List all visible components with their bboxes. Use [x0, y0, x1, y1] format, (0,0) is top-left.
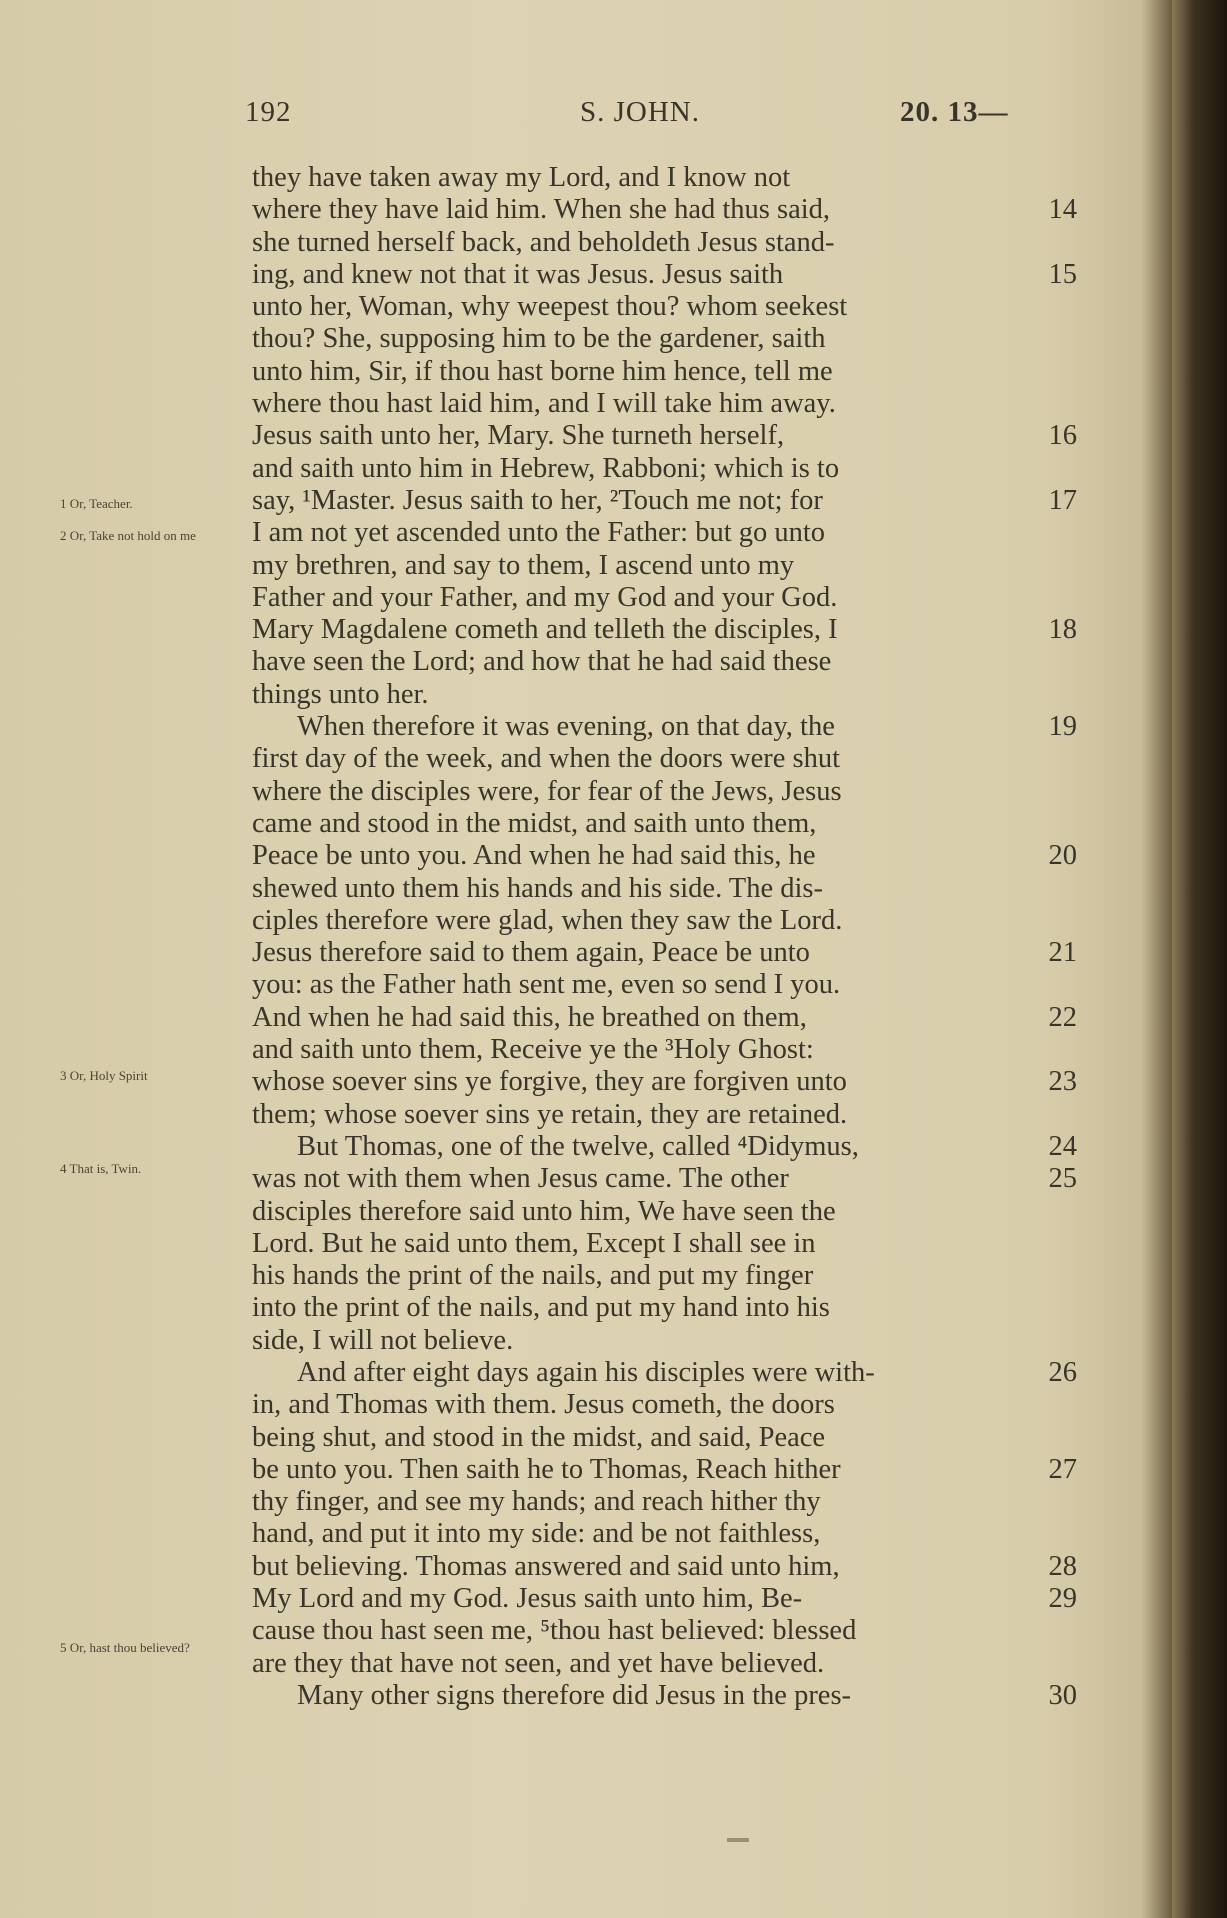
line-text: Jesus saith unto her, Mary. She turneth herself, — [252, 420, 785, 452]
verse-number: 27 — [1048, 1453, 1077, 1485]
side-note: 3 Or, Holy Spirit — [60, 1068, 148, 1083]
line-text: where the disciples were, for fear of the Jews, Jesus — [252, 775, 842, 807]
line-text: and saith unto them, Receive ye the ³Holy Ghost: — [252, 1034, 814, 1066]
verse-number: 19 — [1048, 711, 1077, 743]
verse-number: 17 — [1048, 484, 1077, 516]
line-text: are they that have not seen, and yet have believed. — [252, 1647, 825, 1679]
text-line — [252, 873, 1072, 905]
line-text: first day of the week, and when the doors were shut — [252, 743, 841, 775]
text-line — [252, 743, 1072, 775]
text-line — [252, 1001, 1077, 1034]
text-line — [252, 1615, 1072, 1647]
side-note: 4 That is, Twin. — [60, 1161, 142, 1176]
text-line — [252, 291, 1072, 323]
line-text: Lord. But he said unto them, Except I shall see in — [252, 1227, 816, 1259]
text-line — [252, 1422, 1072, 1454]
verse-number: 24 — [1048, 1130, 1077, 1162]
text-line — [252, 1389, 1072, 1421]
chapter-verse-reference: 20. 13— — [900, 96, 1009, 128]
text-line — [252, 905, 1072, 937]
text-line — [252, 1583, 1077, 1615]
line-text: My Lord and my God. Jesus saith unto him, Be- — [252, 1583, 803, 1615]
text-line — [252, 1486, 1072, 1518]
verse-number: 23 — [1048, 1066, 1077, 1098]
line-text: you: as the Father hath sent me, even so send I you. — [252, 969, 841, 1001]
line-text: thy finger, and see my hands; and reach hither thy — [252, 1486, 821, 1518]
line-text: they have taken away my Lord, and I know not — [252, 162, 791, 193]
text-line — [252, 1034, 1072, 1066]
verse-number: 28 — [1048, 1550, 1077, 1582]
side-note: 1 Or, Teacher. — [60, 496, 133, 511]
text-line — [252, 388, 1072, 420]
verse-number: 29 — [1048, 1583, 1077, 1615]
line-text: say, ¹Master. Jesus saith to her, ²Touch me not; for — [252, 484, 823, 516]
line-text: thou? She, supposing him to be the gardener, saith — [252, 323, 826, 355]
running-head — [0, 96, 1227, 136]
text-line — [252, 808, 1072, 840]
line-text: where they have laid him. When she had thus said, — [252, 194, 831, 226]
line-text: When therefore it was evening, on that day, the — [297, 711, 835, 743]
line-text: being shut, and stood in the midst, and said, Peace — [252, 1421, 826, 1453]
text-line — [252, 1550, 1077, 1583]
line-text: came and stood in the midst, and saith unto them, — [252, 807, 817, 839]
side-note: 2 Or, Take not hold on me — [60, 528, 196, 543]
line-text: And after eight days again his disciples were with- — [297, 1356, 875, 1388]
text-line — [252, 1228, 1072, 1260]
line-text: shewed unto them his hands and his side. The dis- — [252, 872, 823, 904]
line-text: Mary Magdalene cometh and telleth the disciples, I — [252, 614, 838, 646]
line-text: was not with them when Jesus came. The other — [252, 1163, 789, 1195]
text-line — [252, 162, 1072, 194]
text-line — [252, 1163, 1077, 1195]
text-line — [252, 453, 1072, 485]
text-line — [252, 1066, 1077, 1098]
text-line — [252, 614, 1077, 646]
book-title: S. JOHN. — [580, 96, 700, 128]
text-line — [252, 323, 1072, 355]
line-text: unto her, Woman, why weepest thou? whom seekest — [252, 291, 848, 323]
line-text: I am not yet ascended unto the Father: but go unto — [252, 517, 826, 549]
line-text: my brethren, and say to them, I ascend unto my — [252, 549, 795, 581]
text-line — [252, 484, 1077, 517]
text-line — [252, 1196, 1072, 1228]
line-text: ing, and knew not that it was Jesus. Jesus saith — [252, 258, 784, 290]
text-line — [252, 517, 1072, 549]
text-line — [252, 1130, 1077, 1163]
page-mark — [727, 1838, 749, 1842]
line-text: Peace be unto you. And when he had said this, he — [252, 840, 816, 872]
verse-number: 14 — [1048, 194, 1077, 226]
verse-number: 15 — [1048, 258, 1077, 290]
text-line — [252, 937, 1077, 969]
book-spine — [1172, 0, 1227, 1918]
line-text: have seen the Lord; and how that he had said these — [252, 646, 832, 678]
text-line — [252, 711, 1077, 743]
body-text — [252, 162, 1077, 1712]
text-line — [252, 776, 1072, 808]
verse-number: 16 — [1048, 420, 1077, 452]
line-text: but believing. Thomas answered and said unto him, — [252, 1550, 840, 1582]
line-text: hand, and put it into my side: and be not faithless, — [252, 1518, 821, 1550]
side-note: 5 Or, hast thou believed? — [60, 1640, 190, 1655]
text-line — [252, 582, 1072, 614]
verse-number: 20 — [1048, 840, 1077, 872]
verse-number: 21 — [1048, 937, 1077, 969]
text-line — [252, 1453, 1077, 1486]
text-line — [252, 258, 1077, 291]
line-text: his hands the print of the nails, and put my finger — [252, 1260, 814, 1292]
text-line — [252, 1356, 1077, 1389]
line-text: things unto her. — [252, 678, 429, 710]
line-text: disciples therefore said unto him, We have seen the — [252, 1195, 836, 1227]
text-line — [252, 420, 1077, 452]
text-line — [252, 1260, 1072, 1292]
line-text: Father and your Father, and my God and your God. — [252, 581, 838, 613]
line-text: But Thomas, one of the twelve, called ⁴Didymus, — [297, 1130, 859, 1162]
line-text: whose soever sins ye forgive, they are forgiven unto — [252, 1066, 847, 1098]
text-line — [252, 1648, 1072, 1680]
text-line — [252, 969, 1072, 1001]
text-line — [252, 1325, 1072, 1357]
text-line — [252, 1292, 1072, 1324]
line-text: where thou hast laid him, and I will take him away. — [252, 388, 836, 420]
line-text: in, and Thomas with them. Jesus cometh, the doors — [252, 1389, 835, 1421]
line-text: them; whose soever sins ye retain, they are retained. — [252, 1098, 848, 1130]
text-line — [252, 679, 1072, 711]
verse-number: 22 — [1048, 1001, 1077, 1033]
line-text: and saith unto him in Hebrew, Rabboni; which is to — [252, 452, 840, 484]
text-line — [252, 1518, 1072, 1550]
line-text: into the print of the nails, and put my hand into his — [252, 1292, 830, 1324]
line-text: Many other signs therefore did Jesus in the pres- — [297, 1679, 852, 1711]
line-text: ciples therefore were glad, when they saw the Lord. — [252, 904, 843, 936]
verse-number: 25 — [1048, 1163, 1077, 1195]
line-text: Jesus therefore said to them again, Peace be unto — [252, 937, 810, 969]
text-line — [252, 194, 1077, 226]
verse-number: 30 — [1048, 1679, 1077, 1711]
line-text: side, I will not believe. — [252, 1324, 514, 1356]
line-text: And when he had said this, he breathed on them, — [252, 1001, 807, 1033]
text-line — [252, 1679, 1077, 1712]
text-line — [252, 227, 1072, 259]
text-line — [252, 356, 1072, 388]
line-text: cause thou hast seen me, ⁵thou hast believed: blessed — [252, 1615, 857, 1647]
text-line — [252, 550, 1072, 582]
line-text: be unto you. Then saith he to Thomas, Reach hither — [252, 1453, 841, 1485]
verse-number: 26 — [1048, 1356, 1077, 1388]
line-text: unto him, Sir, if thou hast borne him hence, tell me — [252, 355, 833, 387]
text-line — [252, 646, 1072, 678]
page-number: 192 — [245, 96, 292, 128]
verse-number: 18 — [1048, 614, 1077, 646]
line-text: she turned herself back, and beholdeth Jesus stand- — [252, 226, 835, 258]
text-line — [252, 840, 1077, 872]
text-line — [252, 1099, 1072, 1131]
